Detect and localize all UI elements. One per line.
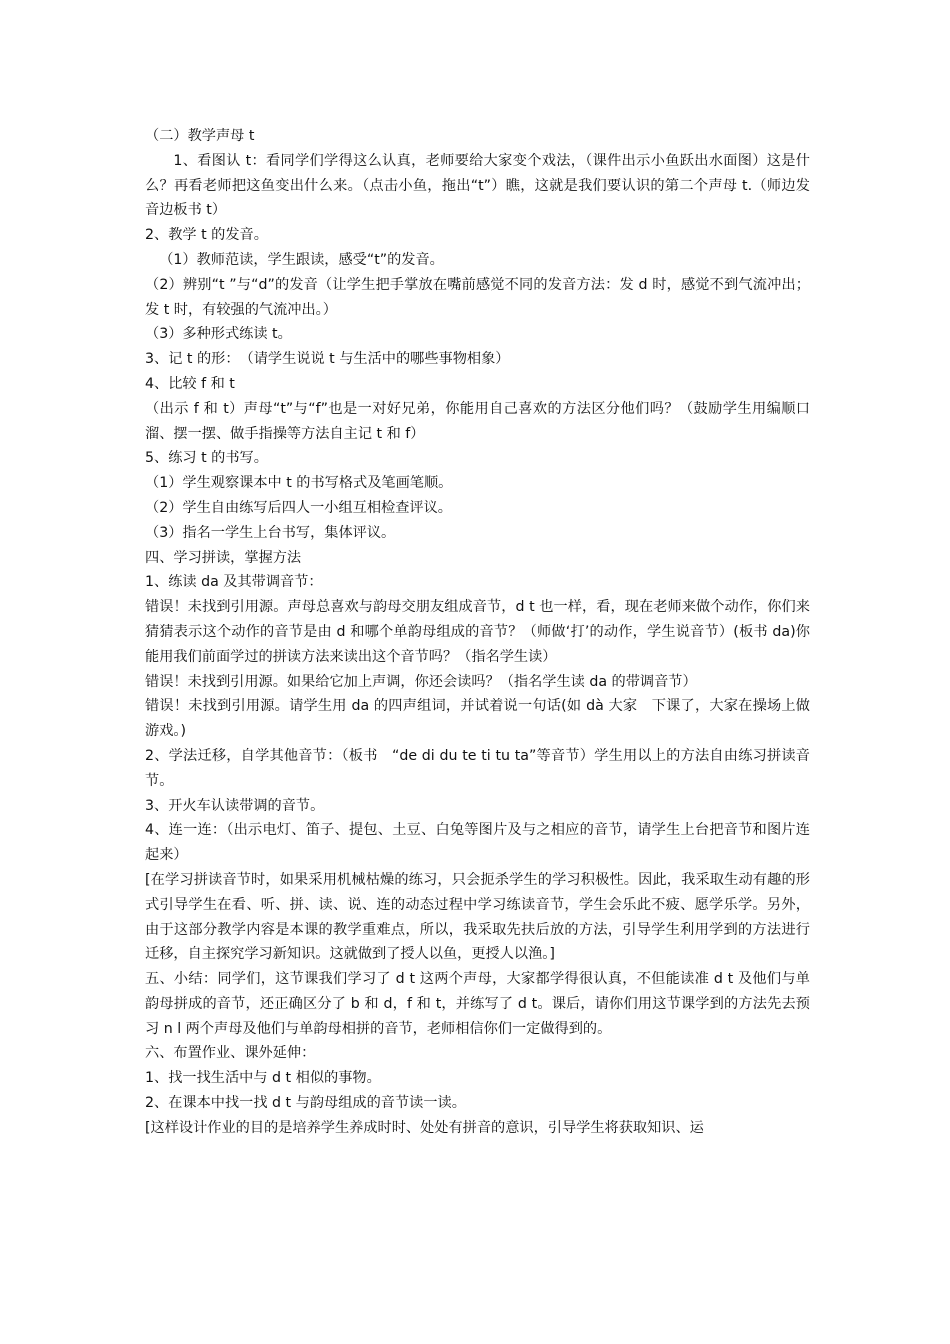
- paragraph: （3）多种形式练读 t。: [145, 326, 292, 343]
- paragraph: 错误！未找到引用源。请学生用 da 的四声组词，并试着说一句话(如 dà 大家 下课了，大家在操场上做游戏。): [145, 698, 810, 740]
- paragraph: （1）学生观察课本中 t 的书写格式及笔画笔顺。: [145, 475, 453, 492]
- section-heading: 六、布置作业、课外延伸：: [145, 1045, 316, 1062]
- paragraph: （3）指名一学生上台书写，集体评议。: [145, 524, 396, 541]
- paragraph: （2）学生自由练写后四人一小组互相检查评议。: [145, 499, 452, 516]
- paragraph: 2、教学 t 的发音。: [145, 227, 268, 244]
- section-heading: 四、学习拼读，掌握方法: [145, 549, 302, 566]
- section-heading: （二）教学声母 t: [145, 128, 255, 144]
- paragraph: 2、在课本中找一找 d t 与韵母组成的音节读一读。: [145, 1095, 466, 1112]
- section-heading: 五、小结：同学们，这节课我们学习了 d t 这两个声母，大家都学得很认真，不但能读准 d t 及他们与单韵母拼成的音节，还正确区分了 b 和 d，f 和 t，并练写了 d t。课后，请你们用这节课学到的方法先去预习 n l 两个声母及他们与单韵母相拼的音节，老师相信你们一定做得到的。: [145, 971, 810, 1037]
- paragraph: 4、连一连：（出示电灯、笛子、提包、土豆、白兔等图片及与之相应的音节，请学生上台把音节和图片连起来）: [145, 822, 810, 864]
- paragraph: 错误！未找到引用源。如果给它加上声调，你还会读吗？（指名学生读 da 的带调音节）: [145, 673, 697, 690]
- paragraph: 5、练习 t 的书写。: [145, 450, 268, 467]
- paragraph: 2、学法迁移，自学其他音节：（板书 “de di du te ti tu ta”等音节）学生用以上的方法自由练习拼读音节。: [145, 747, 810, 789]
- paragraph: 1、练读 da 及其带调音节：: [145, 574, 323, 591]
- paragraph: （1）教师范读，学生跟读，感受“t”的发音。: [159, 251, 444, 268]
- paragraph: 错误！未找到引用源。声母总喜欢与韵母交朋友组成音节，d t 也一样，看，现在老师来做个动作，你们来猜猜表示这个动作的音节是由 d 和哪个单韵母组成的音节？（师做‘打’的动作，学生说音节）(板书 da)你能用我们前面学过的拼读方法来读出这个音节吗？（指名学生读）: [145, 599, 810, 665]
- paragraph: （出示 f 和 t）声母“t”与“f”也是一对好兄弟，你能用自己喜欢的方法区分他们吗？（鼓励学生用编顺口溜、摆一摆、做手指操等方法自主记 t 和 f）: [145, 400, 810, 442]
- paragraph: [在学习拼读音节时，如果采用机械枯燥的练习，只会扼杀学生的学习积极性。因此，我采取生动有趣的形式引导学生在看、听、拼、读、说、连的动态过程中学习练读音节，学生会乐此不疲、愿学乐学。另外，由于这部分教学内容是本课的教学重难点，所以，我采取先扶后放的方法，引导学生利用学到的方法进行迁移，自主探究学习新知识。这就做到了授人以鱼，更授人以渔。]: [145, 871, 810, 963]
- paragraph: 1、看图认 t：看同学们学得这么认真，老师要给大家变个戏法，（课件出示小鱼跃出水面图）这是什么？再看老师把这鱼变出什么来。（点击小鱼，拖出“t”）瞧，这就是我们要认识的第二个声母 t.（师边发音边板书 t）: [145, 152, 810, 219]
- document-body: [145, 124, 810, 1141]
- paragraph: 1、找一找生活中与 d t 相似的事物。: [145, 1070, 381, 1087]
- paragraph: 3、记 t 的形： （请学生说说 t 与生活中的哪些事物相象）: [145, 351, 510, 368]
- paragraph: 4、比较 f 和 t: [145, 375, 235, 392]
- paragraph: 3、开火车认读带调的音节。: [145, 797, 325, 814]
- paragraph: （2）辨别“t ”与“d”的发音（让学生把手掌放在嘴前感觉不同的发音方法：发 d 时，感觉不到气流冲出；发 t 时，有较强的气流冲出。）: [145, 276, 810, 318]
- paragraph: [这样设计作业的目的是培养学生养成时时、处处有拼音的意识，引导学生将获取知识、运: [145, 1119, 704, 1136]
